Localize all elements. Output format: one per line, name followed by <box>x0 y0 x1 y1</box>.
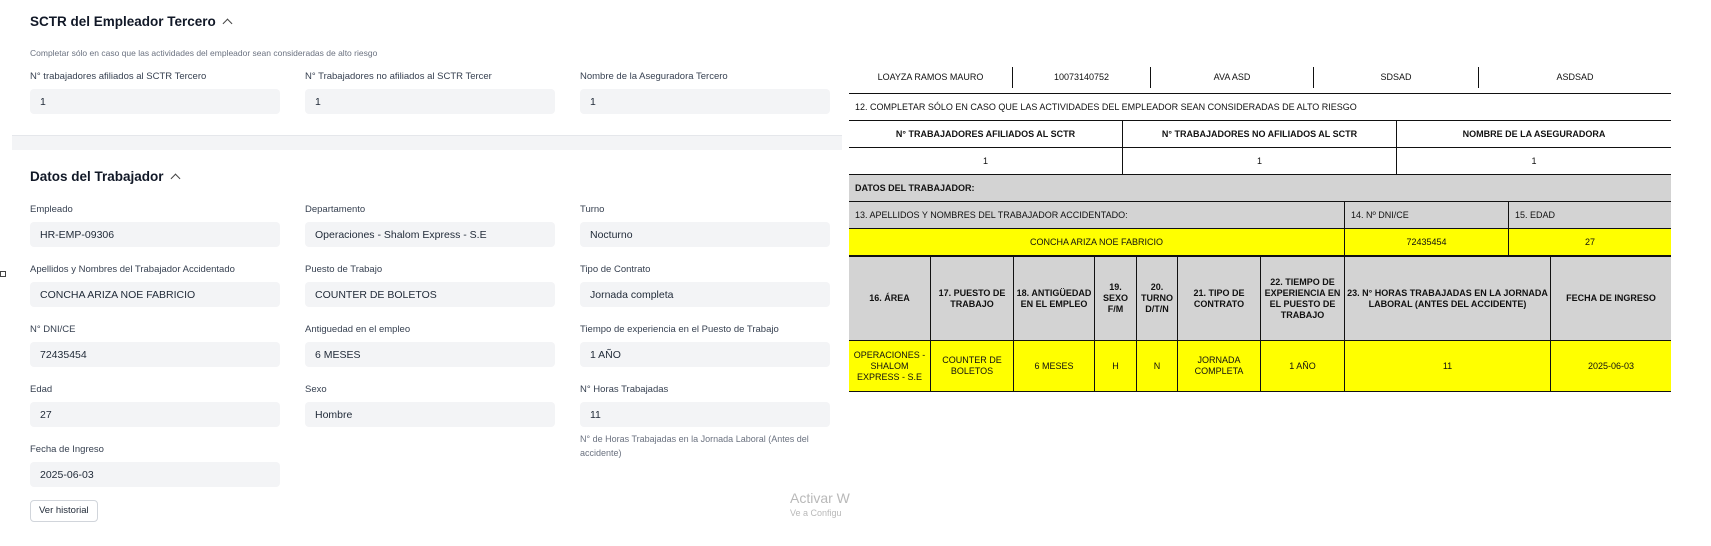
section-12-label: 12. COMPLETAR SÓLO EN CASO QUE LAS ACTIVIDADES DEL EMPLEADOR SEAN CONSIDERADAS DE ALTO RIESGO <box>855 101 1357 112</box>
field-label: Empleado <box>30 204 73 215</box>
table-cell: 1 <box>1531 155 1537 166</box>
section-divider <box>12 135 842 150</box>
table-header: 16. ÁREA <box>849 257 931 340</box>
field-label: Departamento <box>305 204 366 215</box>
horas-help-text: N° de Horas Trabajadas en la Jornada Laboral (Antes del accidente) <box>580 434 809 458</box>
contrato-field <box>580 264 830 307</box>
table-cell: OPERACIONES - SHALOM EXPRESS - S.E <box>849 341 931 391</box>
departamento-field <box>305 204 555 247</box>
sctr-no-afiliados-input[interactable]: 1 <box>305 89 555 114</box>
field-label: N° Horas Trabajadas <box>580 384 669 395</box>
table-cell: 2025-06-03 <box>1587 360 1635 371</box>
table-cell: ASDSAD <box>1556 72 1594 82</box>
table-cell: N <box>1137 341 1178 391</box>
field-label: Nombre de la Aseguradora Tercero <box>580 71 728 82</box>
horas-input[interactable]: 11 <box>580 402 830 427</box>
empleado-input[interactable]: HR-EMP-09306 <box>30 222 280 247</box>
table-row <box>849 148 1671 175</box>
table-row <box>849 229 1671 257</box>
table-cell: 1 <box>1123 148 1397 174</box>
table-header: FECHA DE INGRESO <box>1566 293 1656 303</box>
table-cell: 13. APELLIDOS Y NOMBRES DEL TRABAJADOR ACCIDENTADO: <box>849 202 1345 228</box>
sctr-section-title: SCTR del Empleador Tercero <box>30 14 216 29</box>
table-row <box>849 121 1671 148</box>
table-cell: COUNTER DE BOLETOS <box>931 341 1014 391</box>
field-label: Antiguedad en el empleo <box>305 324 411 335</box>
chevron-up-icon[interactable] <box>222 19 232 29</box>
table-cell: 27 <box>1584 236 1595 247</box>
table-cell: 6 MESES <box>1014 341 1095 391</box>
table-header: 22. TIEMPO DE EXPERIENCIA EN EL PUESTO DE TRABAJO <box>1261 257 1345 340</box>
edad-input[interactable]: 27 <box>30 402 280 427</box>
experiencia-input[interactable]: 1 AÑO <box>580 342 830 367</box>
document-preview <box>849 0 1711 546</box>
sctr-aseguradora-field <box>580 71 830 114</box>
table-row <box>849 341 1671 392</box>
field-label: Edad <box>30 384 53 395</box>
table-cell: 11 <box>1345 341 1551 391</box>
field-label: N° trabajadores afiliados al SCTR Tercero <box>30 71 207 82</box>
sctr-no-afiliados-field <box>305 71 555 114</box>
table-header: 19. SEXO F/M <box>1095 257 1137 340</box>
watermark-line-1: Activar W <box>790 490 850 506</box>
ingreso-field <box>30 444 280 487</box>
table-row <box>849 94 1671 121</box>
empleado-field <box>30 204 280 247</box>
sexo-input[interactable]: Hombre <box>305 402 555 427</box>
table-cell: 14. Nº DNI/CE <box>1345 202 1509 228</box>
sctr-aseguradora-input[interactable]: 1 <box>580 89 830 114</box>
apellidos-input[interactable]: CONCHA ARIZA NOE FABRICIO <box>30 282 280 307</box>
field-label: Tipo de Contrato <box>580 264 651 275</box>
sctr-section-header[interactable] <box>30 14 231 29</box>
table-header: 20. TURNO D/T/N <box>1137 257 1178 340</box>
table-cell: CONCHA ARIZA NOE FABRICIO <box>849 229 1345 255</box>
table-row <box>849 175 1671 202</box>
contrato-input[interactable]: Jornada completa <box>580 282 830 307</box>
puesto-input[interactable]: COUNTER DE BOLETOS <box>305 282 555 307</box>
sctr-afiliados-field <box>30 71 280 114</box>
table-header: N° TRABAJADORES NO AFILIADOS AL SCTR <box>1123 121 1397 147</box>
table-row <box>849 72 1671 94</box>
turno-input[interactable]: Nocturno <box>580 222 830 247</box>
table-header: 18. ANTIGÜEDAD EN EL EMPLEO <box>1014 257 1095 340</box>
table-cell: 1 AÑO <box>1261 341 1345 391</box>
apellidos-field <box>30 264 280 307</box>
horas-field <box>580 384 830 427</box>
antiguedad-input[interactable]: 6 MESES <box>305 342 555 367</box>
table-header: 23. N° HORAS TRABAJADAS EN LA JORNADA LABORAL (ANTES DEL ACCIDENTE) <box>1345 257 1551 340</box>
sctr-helper-text: Completar sólo en caso que las actividades del empleador sean consideradas de alto riesgo <box>30 48 378 58</box>
trabajador-section-header[interactable] <box>30 169 179 184</box>
table-cell: LOAYZA RAMOS MAURO <box>849 67 1013 88</box>
field-label: N° DNI/CE <box>30 324 76 335</box>
ingreso-input[interactable]: 2025-06-03 <box>30 462 280 487</box>
puesto-field <box>305 264 555 307</box>
table-header: 17. PUESTO DE TRABAJO <box>931 257 1014 340</box>
table-cell: H <box>1095 341 1137 391</box>
datos-trabajador-title: DATOS DEL TRABAJADOR: <box>855 182 975 193</box>
form-panel <box>0 0 853 546</box>
table-header: 21. TIPO DE CONTRATO <box>1178 257 1261 340</box>
field-label: N° Trabajadores no afiliados al SCTR Tercer <box>305 71 492 82</box>
table-cell: 10073140752 <box>1013 67 1151 88</box>
table-row <box>849 202 1671 229</box>
field-label: Fecha de Ingreso <box>30 444 104 455</box>
sexo-field <box>305 384 555 427</box>
dni-field <box>30 324 280 367</box>
turno-field <box>580 204 830 247</box>
field-label: Tiempo de experiencia en el Puesto de Trabajo <box>580 324 779 335</box>
experiencia-field <box>580 324 830 367</box>
table-header: N° TRABAJADORES AFILIADOS AL SCTR <box>849 121 1123 147</box>
field-label: Puesto de Trabajo <box>305 264 383 275</box>
trabajador-section-title: Datos del Trabajador <box>30 169 164 184</box>
resize-handle[interactable] <box>0 271 6 277</box>
table-cell: 1 <box>849 148 1123 174</box>
ver-historial-button[interactable]: Ver historial <box>30 500 98 522</box>
watermark-line-2: Ve a Configu <box>790 508 842 518</box>
activation-watermark <box>790 490 850 518</box>
table-cell: 72435454 <box>1345 229 1509 255</box>
field-label: Sexo <box>305 384 327 395</box>
edad-field <box>30 384 280 427</box>
antiguedad-field <box>305 324 555 367</box>
field-label: Turno <box>580 204 605 215</box>
field-label: Apellidos y Nombres del Trabajador Accidentado <box>30 264 235 275</box>
dni-input[interactable]: 72435454 <box>30 342 280 367</box>
table-cell: 15. EDAD <box>1515 209 1556 220</box>
departamento-input[interactable]: Operaciones - Shalom Express - S.E <box>305 222 555 247</box>
chevron-up-icon[interactable] <box>170 174 180 184</box>
table-header: NOMBRE DE LA ASEGURADORA <box>1462 128 1606 139</box>
table-cell: SDSAD <box>1314 67 1479 88</box>
sctr-afiliados-input[interactable]: 1 <box>30 89 280 114</box>
table-cell: JORNADA COMPLETA <box>1178 341 1261 391</box>
table-cell: AVA ASD <box>1151 67 1314 88</box>
table-row <box>849 257 1671 341</box>
